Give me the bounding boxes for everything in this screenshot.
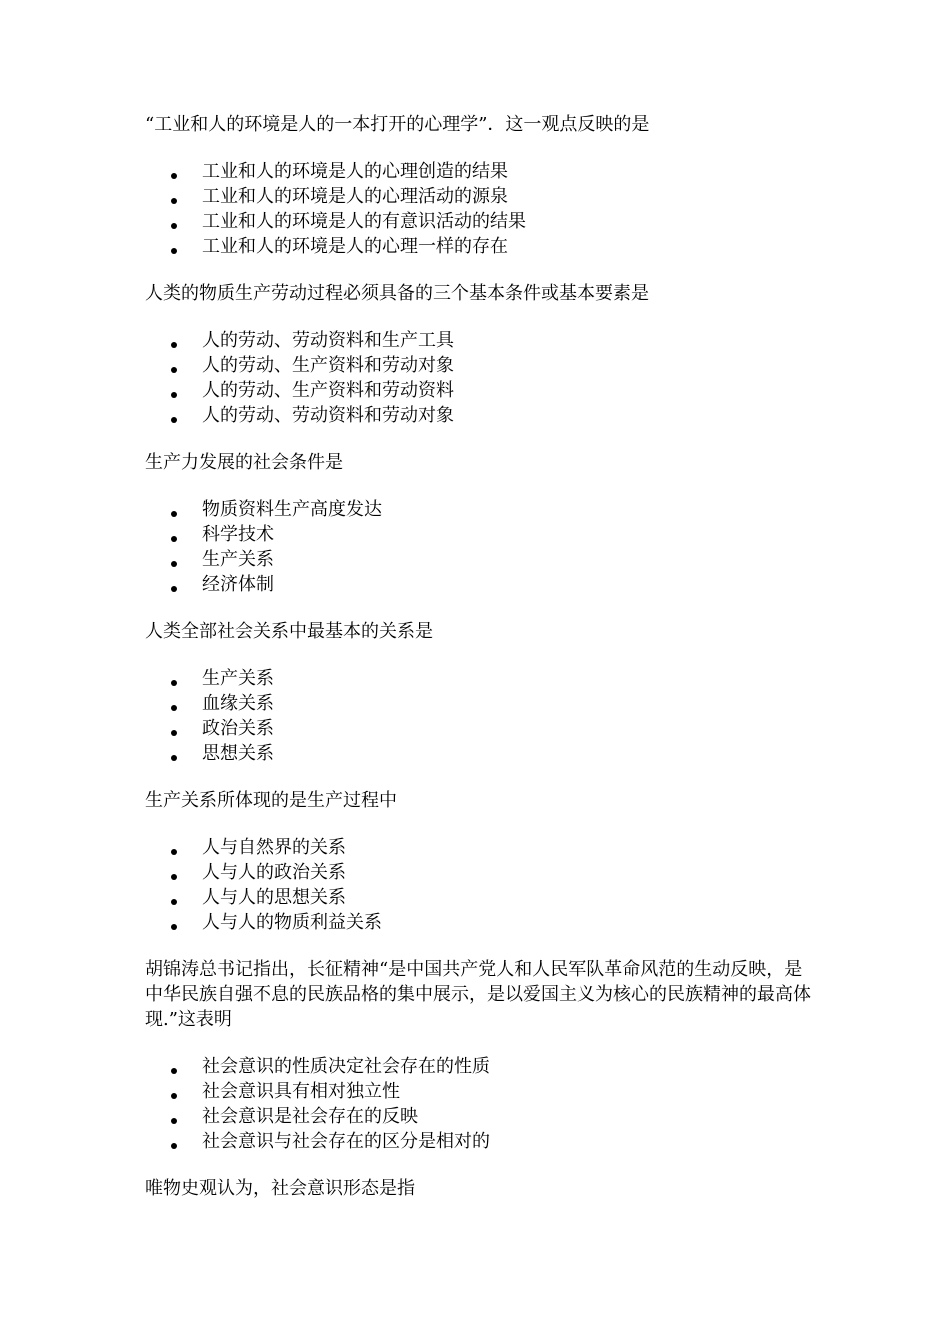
bullet-icon	[171, 367, 177, 373]
option-item	[145, 666, 815, 691]
option-list	[145, 666, 815, 766]
bullet-icon	[171, 223, 177, 229]
bullet-icon	[171, 874, 177, 880]
question-text: 人类的物质生产劳动过程必须具备的三个基本条件或基本要素是	[145, 283, 649, 304]
option-text: 社会意识与社会存在的区分是相对的	[202, 1131, 490, 1152]
question-block	[145, 112, 815, 259]
option-item	[145, 860, 815, 885]
option-text: 社会意识是社会存在的反映	[202, 1106, 418, 1127]
question-text: 胡锦涛总书记指出，长征精神“是中国共产党人和人民军队革命风范的生动反映，是中华民族自强不息的民族品格的集中展示，是以爱国主义为核心的民族精神的最高体现.”这表明	[145, 959, 811, 1030]
bullet-icon	[171, 924, 177, 930]
bullet-icon	[171, 198, 177, 204]
bullet-icon	[171, 730, 177, 736]
bullet-icon	[171, 1118, 177, 1124]
option-list	[145, 1054, 815, 1154]
option-item	[145, 497, 815, 522]
option-list	[145, 159, 815, 259]
option-item	[145, 328, 815, 353]
option-item	[145, 910, 815, 935]
option-text: 生产关系	[202, 668, 274, 689]
option-list	[145, 328, 815, 428]
option-item	[145, 835, 815, 860]
option-item	[145, 572, 815, 597]
option-text: 工业和人的环境是人的心理一样的存在	[202, 236, 508, 257]
question-block	[145, 1176, 815, 1201]
option-item	[145, 885, 815, 910]
question-block	[145, 281, 815, 428]
bullet-icon	[171, 392, 177, 398]
bullet-icon	[171, 561, 177, 567]
document-page	[145, 112, 815, 1223]
option-item	[145, 1104, 815, 1129]
option-item	[145, 378, 815, 403]
option-text: 工业和人的环境是人的心理创造的结果	[202, 161, 508, 182]
option-text: 社会意识的性质决定社会存在的性质	[202, 1056, 490, 1077]
bullet-icon	[171, 342, 177, 348]
question-block	[145, 450, 815, 597]
option-text: 经济体制	[202, 574, 274, 595]
option-item	[145, 234, 815, 259]
option-item	[145, 1054, 815, 1079]
option-text: 人的劳动、劳动资料和生产工具	[202, 330, 454, 351]
bullet-icon	[171, 536, 177, 542]
option-item	[145, 159, 815, 184]
bullet-icon	[171, 899, 177, 905]
question-text: “工业和人的环境是人的一本打开的心理学”．这一观点反映的是	[145, 114, 650, 135]
option-text: 血缘关系	[202, 693, 274, 714]
option-item	[145, 1079, 815, 1104]
question-text: 唯物史观认为，社会意识形态是指	[145, 1178, 415, 1199]
option-item	[145, 353, 815, 378]
bullet-icon	[171, 680, 177, 686]
option-item	[145, 547, 815, 572]
option-item	[145, 691, 815, 716]
option-text: 科学技术	[202, 524, 274, 545]
bullet-icon	[171, 248, 177, 254]
option-text: 工业和人的环境是人的心理活动的源泉	[202, 186, 508, 207]
option-text: 人的劳动、生产资料和劳动对象	[202, 355, 454, 376]
bullet-icon	[171, 511, 177, 517]
option-text: 政治关系	[202, 718, 274, 739]
option-text: 人与自然界的关系	[202, 837, 346, 858]
option-text: 社会意识具有相对独立性	[202, 1081, 400, 1102]
bullet-icon	[171, 1143, 177, 1149]
question-block	[145, 788, 815, 935]
option-item	[145, 716, 815, 741]
option-text: 生产关系	[202, 549, 274, 570]
question-block	[145, 957, 815, 1154]
option-text: 物质资料生产高度发达	[202, 499, 382, 520]
bullet-icon	[171, 705, 177, 711]
bullet-icon	[171, 586, 177, 592]
option-item	[145, 522, 815, 547]
option-list	[145, 835, 815, 935]
option-list	[145, 497, 815, 597]
option-item	[145, 403, 815, 428]
bullet-icon	[171, 755, 177, 761]
option-item	[145, 1129, 815, 1154]
bullet-icon	[171, 849, 177, 855]
option-text: 工业和人的环境是人的有意识活动的结果	[202, 211, 526, 232]
option-text: 人的劳动、劳动资料和劳动对象	[202, 405, 454, 426]
question-block	[145, 619, 815, 766]
option-item	[145, 184, 815, 209]
option-text: 人与人的思想关系	[202, 887, 346, 908]
bullet-icon	[171, 1068, 177, 1074]
bullet-icon	[171, 1093, 177, 1099]
option-item	[145, 209, 815, 234]
option-text: 思想关系	[202, 743, 274, 764]
option-text: 人与人的物质利益关系	[202, 912, 382, 933]
bullet-icon	[171, 417, 177, 423]
option-text: 人的劳动、生产资料和劳动资料	[202, 380, 454, 401]
question-text: 生产关系所体现的是生产过程中	[145, 790, 397, 811]
bullet-icon	[171, 173, 177, 179]
question-text: 人类全部社会关系中最基本的关系是	[145, 621, 433, 642]
option-text: 人与人的政治关系	[202, 862, 346, 883]
question-text: 生产力发展的社会条件是	[145, 452, 343, 473]
option-item	[145, 741, 815, 766]
